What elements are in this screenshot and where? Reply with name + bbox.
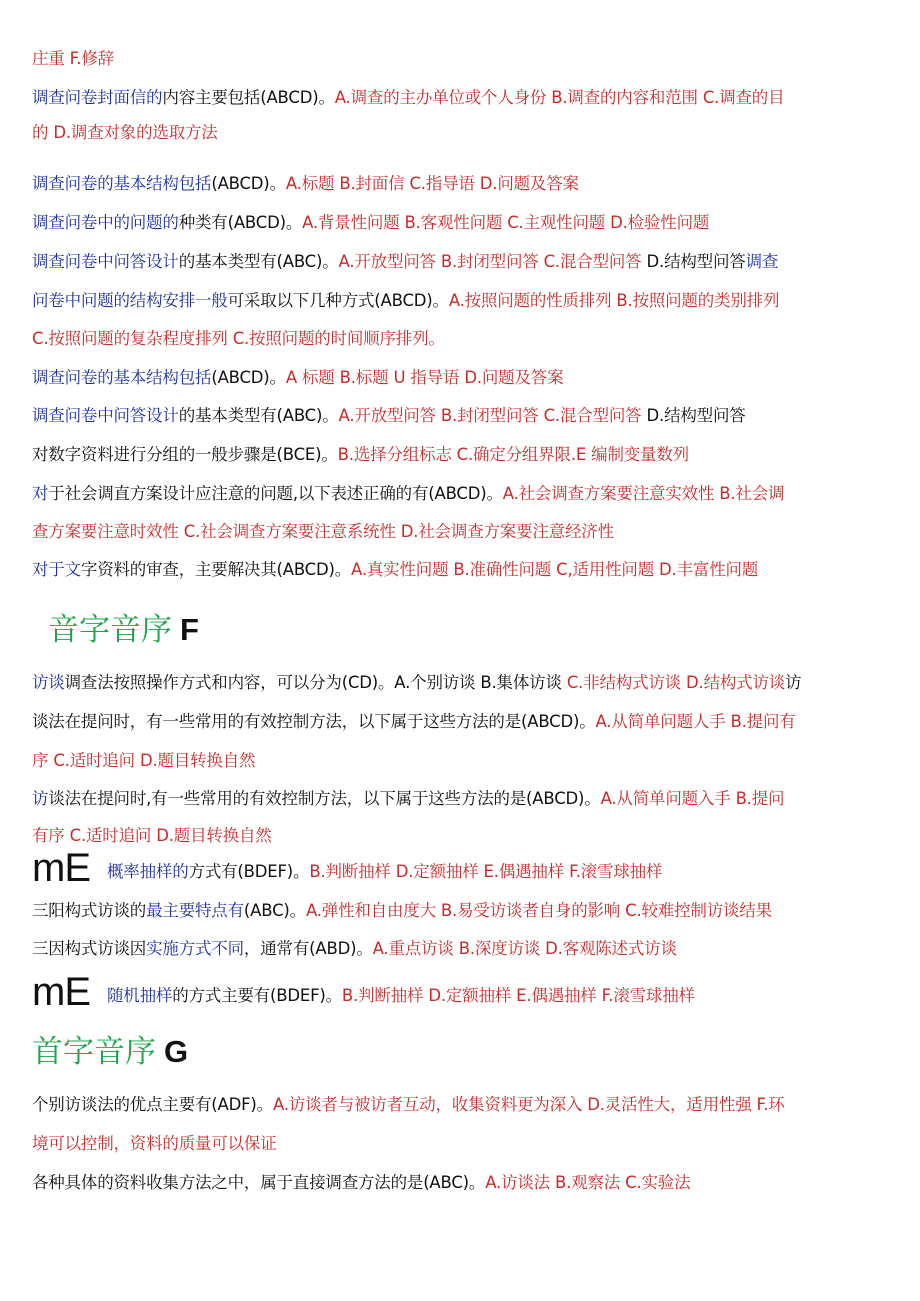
text-segment: 境可以控制，资料的质量可以保证 bbox=[32, 1134, 277, 1153]
text-segment: 访 bbox=[32, 789, 49, 808]
text-segment: 访 bbox=[785, 673, 802, 692]
text-segment: 的基本类型有(ABC)。 bbox=[178, 252, 339, 271]
text-segment: 的基本类型有(ABC)。 bbox=[178, 406, 339, 425]
text-segment: 各种具体的资料收集方法之中，属于直接调查方法的是(ABC)。 bbox=[32, 1173, 486, 1192]
text-segment: 调查问卷的 bbox=[32, 368, 114, 387]
text-segment: 庄重 F.修辞 bbox=[32, 49, 114, 68]
section-heading bbox=[48, 610, 199, 650]
heading-letter: G bbox=[164, 1034, 189, 1069]
text-segment: 调查问卷中的问题的 bbox=[32, 213, 179, 232]
text-line bbox=[32, 251, 778, 273]
text-segment: 于社会调直方案设计应注意的问题,以下表述正确的有(ABCD)。 bbox=[48, 484, 503, 503]
text-line bbox=[32, 48, 114, 70]
text-line bbox=[32, 521, 614, 543]
heading-text: 首字音序 bbox=[32, 1034, 156, 1070]
text-line bbox=[32, 938, 677, 960]
text-segment: D.结构型问答 bbox=[641, 252, 746, 271]
text-line bbox=[32, 750, 255, 772]
text-segment: A.访谈者与被访者互动，收集资料更为深入 D.灵活性大，适用性强 F.环 bbox=[272, 1095, 785, 1114]
text-line bbox=[32, 900, 772, 922]
text-line bbox=[107, 861, 662, 883]
text-line bbox=[32, 825, 272, 847]
text-line bbox=[32, 1172, 690, 1194]
text-segment: 调查问卷封 bbox=[32, 88, 114, 107]
text-line bbox=[32, 87, 784, 109]
text-segment: A.开放型问答 B.封闭型问答 C.混合型问答 bbox=[338, 252, 642, 271]
text-segment: A.真实性问题 B.准确性问题 C,适用性问题 D.丰富性问题 bbox=[351, 560, 759, 579]
text-segment: 方式有(BDEF)。 bbox=[188, 862, 310, 881]
text-segment: ，通常有(ABD)。 bbox=[243, 939, 373, 958]
text-line bbox=[32, 405, 746, 427]
text-segment: A.重点访谈 B.深度访谈 D.客观陈述式访谈 bbox=[372, 939, 677, 958]
text-segment: B.判断抽样 D.定额抽样 E.偶遇抽样 F.滚雪球抽样 bbox=[309, 862, 663, 881]
text-segment: A.弹性和自由度大 B.易受访谈者自身的影响 C.较难控制访谈结果 bbox=[305, 901, 772, 920]
text-segment: 三阳构式访谈的 bbox=[32, 901, 147, 920]
text-segment: 调查问卷中问答设计 bbox=[32, 252, 179, 271]
me-label: mE bbox=[32, 846, 90, 890]
text-line bbox=[32, 559, 758, 581]
text-segment: 概率抽样的 bbox=[107, 862, 189, 881]
text-segment: 字资料的审查，主要解决其(ABCD)。 bbox=[80, 560, 352, 579]
text-line bbox=[32, 1094, 785, 1116]
text-segment: A.按照问题的性质排列 B.按照问题的类别排列 bbox=[448, 291, 780, 310]
text-segment: 基本结构包括 bbox=[113, 368, 212, 387]
text-segment: 问卷中问题的结构安排一般 bbox=[32, 291, 228, 310]
text-line bbox=[32, 328, 445, 350]
text-segment: 最主要特点有 bbox=[146, 901, 244, 920]
text-segment: A 标题 B.标题 U 指导语 D.问题及答案 bbox=[285, 368, 564, 387]
text-line bbox=[32, 788, 784, 810]
text-line bbox=[32, 122, 218, 144]
text-segment: 个别访谈法的优点主要有(ADF)。 bbox=[32, 1095, 273, 1114]
text-segment: 对 bbox=[32, 484, 49, 503]
text-segment: 调查问卷的 bbox=[32, 174, 114, 193]
text-segment: C.非结构式访谈 D.结构式访谈 bbox=[566, 673, 786, 692]
text-segment: (ABC)。 bbox=[243, 901, 306, 920]
text-line bbox=[32, 672, 801, 694]
text-line bbox=[107, 985, 695, 1007]
text-segment: 面信的 bbox=[113, 88, 163, 107]
text-segment: A.社会调查方案要注意实效性 B.社会调 bbox=[502, 484, 785, 503]
text-segment: 谈法在提问时,有一些常用的有效控制方法，以下属于这些方法的是(ABCD)。 bbox=[48, 789, 601, 808]
text-line bbox=[32, 1133, 277, 1155]
text-segment: 的 D.调查对象的选取方法 bbox=[32, 123, 218, 142]
text-segment: 查方案要注意时效性 C.社会调查方案要注意系统性 D.社会调查方案要注意经济性 bbox=[32, 522, 614, 541]
text-line bbox=[32, 212, 709, 234]
text-segment: 调查法按照操作方式和内容，可以分为(CD)。A.个别访谈 B.集体访谈 bbox=[64, 673, 567, 692]
text-segment: 内容主要包括(ABCD)。 bbox=[162, 88, 335, 107]
text-segment: A.开放型问答 B.封闭型问答 C.混合型问答 bbox=[338, 406, 642, 425]
text-segment: (ABCD)。 bbox=[211, 174, 286, 193]
text-segment: A.标题 B.封面信 C.指导语 D.问题及答案 bbox=[285, 174, 579, 193]
text-segment: 访谈 bbox=[32, 673, 65, 692]
text-line bbox=[32, 173, 579, 195]
text-segment: 可采取以下几种方式(ABCD)。 bbox=[227, 291, 449, 310]
text-segment: 的方式主要有(BDEF)。 bbox=[172, 986, 342, 1005]
text-segment: 种类有(ABCD)。 bbox=[178, 213, 303, 232]
text-segment: 实施方式不同 bbox=[146, 939, 244, 958]
text-segment: 对于文 bbox=[32, 560, 81, 579]
heading-letter: F bbox=[180, 612, 199, 647]
text-segment: 调查问卷中问答设计 bbox=[32, 406, 179, 425]
text-segment: (ABCD)。 bbox=[211, 368, 286, 387]
text-line bbox=[32, 483, 784, 505]
text-segment: 谈法在提问时，有一些常用的有效控制方法，以下属于这些方法的是(ABCD)。 bbox=[32, 712, 596, 731]
text-segment: B.选择分组标志 C.确定分组界限.E 编制变量数列 bbox=[337, 445, 689, 464]
me-label: mE bbox=[32, 970, 90, 1014]
text-segment: A.访谈法 B.观察法 C.实验法 bbox=[485, 1173, 691, 1192]
text-line bbox=[32, 711, 796, 733]
text-segment: A.调查的主办单位或个人身份 B.调查的内容和范围 C.调查的目 bbox=[334, 88, 785, 107]
text-segment: A.从简单问题人手 B.提问有 bbox=[595, 712, 796, 731]
heading-text: 音字音序 bbox=[48, 612, 172, 648]
text-segment: B.判断抽样 D.定额抽样 E.偶遇抽样 F.滚雪球抽样 bbox=[341, 986, 695, 1005]
section-heading bbox=[32, 1032, 188, 1072]
text-segment: 对数字资料进行分组的一般步骤是(BCE)。 bbox=[32, 445, 338, 464]
text-segment: 序 C.适时追问 D.题目转换自然 bbox=[32, 751, 256, 770]
text-line bbox=[32, 367, 563, 389]
text-line bbox=[32, 444, 689, 466]
text-segment: D.结构型问答 bbox=[641, 406, 746, 425]
text-segment: 调查 bbox=[745, 252, 779, 271]
text-segment: 三因构式访谈因 bbox=[32, 939, 147, 958]
text-segment: 基本结构包括 bbox=[113, 174, 212, 193]
text-segment: 随机抽样 bbox=[107, 986, 173, 1005]
text-line bbox=[32, 290, 779, 312]
text-segment: A.从简单问题入手 B.提问 bbox=[600, 789, 785, 808]
text-segment: A.背景性问题 B.客观性问题 C.主观性问题 D.检验性问题 bbox=[302, 213, 710, 232]
text-segment: C.按照问题的复杂程度排列 C.按照问题的时间顺序排列。 bbox=[32, 329, 445, 348]
text-segment: 有序 C.适时追问 D.题目转换自然 bbox=[32, 826, 272, 845]
